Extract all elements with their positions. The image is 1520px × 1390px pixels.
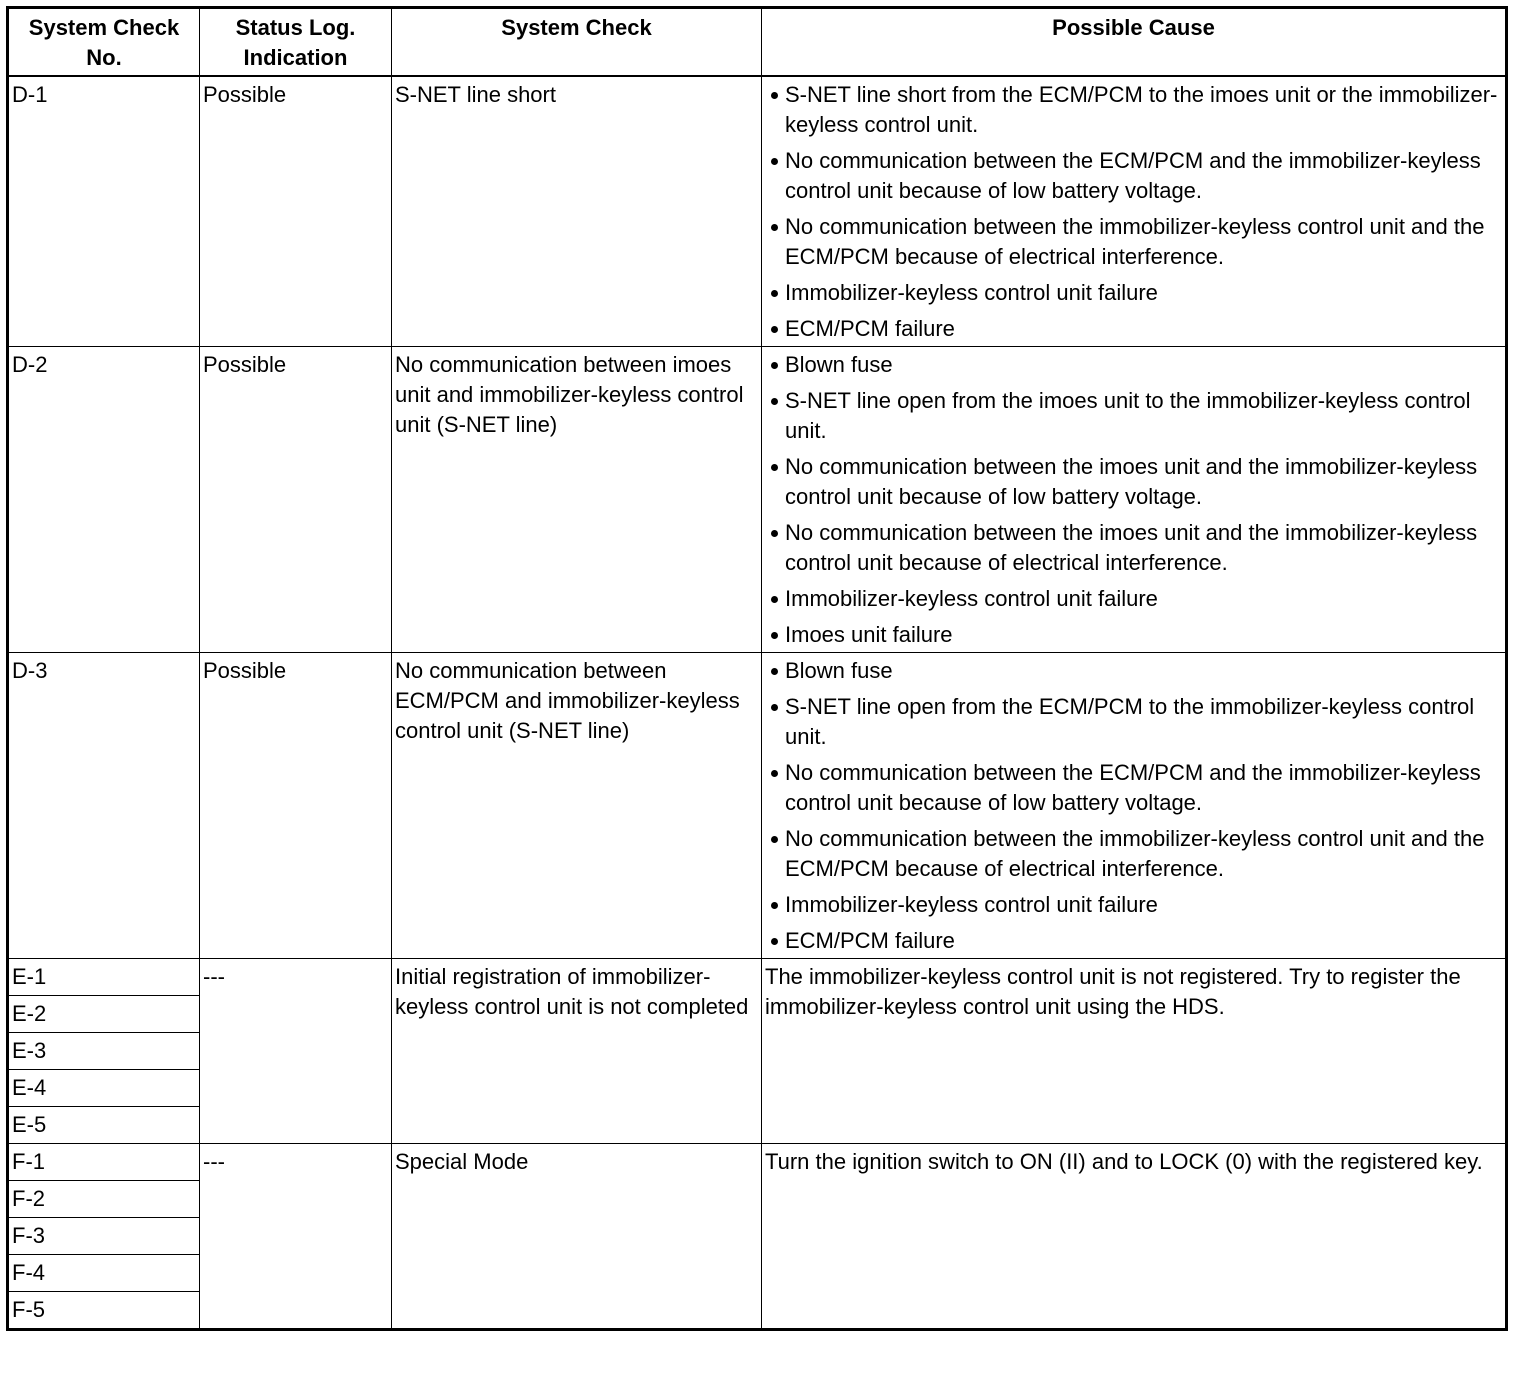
check-no: F-4 <box>8 1255 200 1292</box>
header-possible-cause: Possible Cause <box>762 8 1507 77</box>
status-indication: Possible <box>200 347 392 653</box>
table-row <box>8 347 1507 653</box>
cause-item: No communication between the imoes unit and the immobilizer-keyless control unit because of electrical interference. <box>765 518 1503 578</box>
header-system-check: System Check <box>392 8 762 77</box>
cause-item: S-NET line short from the ECM/PCM to the imoes unit or the immobilizer-keyless control unit. <box>765 80 1503 140</box>
possible-cause <box>762 347 1507 653</box>
possible-cause <box>762 653 1507 959</box>
check-no: F-2 <box>8 1181 200 1218</box>
system-check: Initial registration of immobilizer-keyless control unit is not completed <box>392 959 762 1144</box>
cause-list <box>765 350 1503 650</box>
cause-item: Blown fuse <box>765 350 1503 380</box>
cause-item: ECM/PCM failure <box>765 926 1503 956</box>
cause-list <box>765 656 1503 956</box>
check-no: E-3 <box>8 1033 200 1070</box>
check-no: D-1 <box>8 76 200 347</box>
check-no: F-3 <box>8 1218 200 1255</box>
system-check-table <box>6 6 1508 1331</box>
header-row <box>8 8 1507 77</box>
cause-item: ECM/PCM failure <box>765 314 1503 344</box>
system-check: No communication between imoes unit and immobilizer-keyless control unit (S-NET line) <box>392 347 762 653</box>
cause-item: Immobilizer-keyless control unit failure <box>765 890 1503 920</box>
check-no: E-5 <box>8 1107 200 1144</box>
check-no: E-4 <box>8 1070 200 1107</box>
system-check: Special Mode <box>392 1144 762 1330</box>
cause-item: Immobilizer-keyless control unit failure <box>765 278 1503 308</box>
status-indication: --- <box>200 959 392 1144</box>
system-check: No communication between ECM/PCM and immobilizer-keyless control unit (S-NET line) <box>392 653 762 959</box>
cause-item: No communication between the ECM/PCM and the immobilizer-keyless control unit because of low battery voltage. <box>765 758 1503 818</box>
possible-cause: Turn the ignition switch to ON (II) and to LOCK (0) with the registered key. <box>762 1144 1507 1330</box>
cause-item: No communication between the imoes unit and the immobilizer-keyless control unit because of low battery voltage. <box>765 452 1503 512</box>
table-row <box>8 653 1507 959</box>
cause-item: S-NET line open from the imoes unit to the immobilizer-keyless control unit. <box>765 386 1503 446</box>
status-indication: Possible <box>200 76 392 347</box>
status-indication: --- <box>200 1144 392 1330</box>
table-row <box>8 76 1507 347</box>
cause-item: S-NET line open from the ECM/PCM to the immobilizer-keyless control unit. <box>765 692 1503 752</box>
table-row <box>8 1144 1507 1181</box>
header-status-log-indication: Status Log. Indication <box>200 8 392 77</box>
cause-item: No communication between the ECM/PCM and the immobilizer-keyless control unit because of low battery voltage. <box>765 146 1503 206</box>
table-row <box>8 959 1507 996</box>
status-indication: Possible <box>200 653 392 959</box>
cause-item: No communication between the immobilizer-keyless control unit and the ECM/PCM because of electrical interference. <box>765 212 1503 272</box>
header-system-check-no: System Check No. <box>8 8 200 77</box>
cause-item: No communication between the immobilizer-keyless control unit and the ECM/PCM because of electrical interference. <box>765 824 1503 884</box>
check-no: E-1 <box>8 959 200 996</box>
possible-cause <box>762 76 1507 347</box>
check-no: E-2 <box>8 996 200 1033</box>
check-no: D-3 <box>8 653 200 959</box>
check-no: D-2 <box>8 347 200 653</box>
cause-list <box>765 80 1503 344</box>
cause-item: Blown fuse <box>765 656 1503 686</box>
system-check: S-NET line short <box>392 76 762 347</box>
check-no: F-5 <box>8 1292 200 1330</box>
possible-cause: The immobilizer-keyless control unit is not registered. Try to register the immobilizer-keyless control unit using the HDS. <box>762 959 1507 1144</box>
check-no: F-1 <box>8 1144 200 1181</box>
cause-item: Immobilizer-keyless control unit failure <box>765 584 1503 614</box>
cause-item: Imoes unit failure <box>765 620 1503 650</box>
